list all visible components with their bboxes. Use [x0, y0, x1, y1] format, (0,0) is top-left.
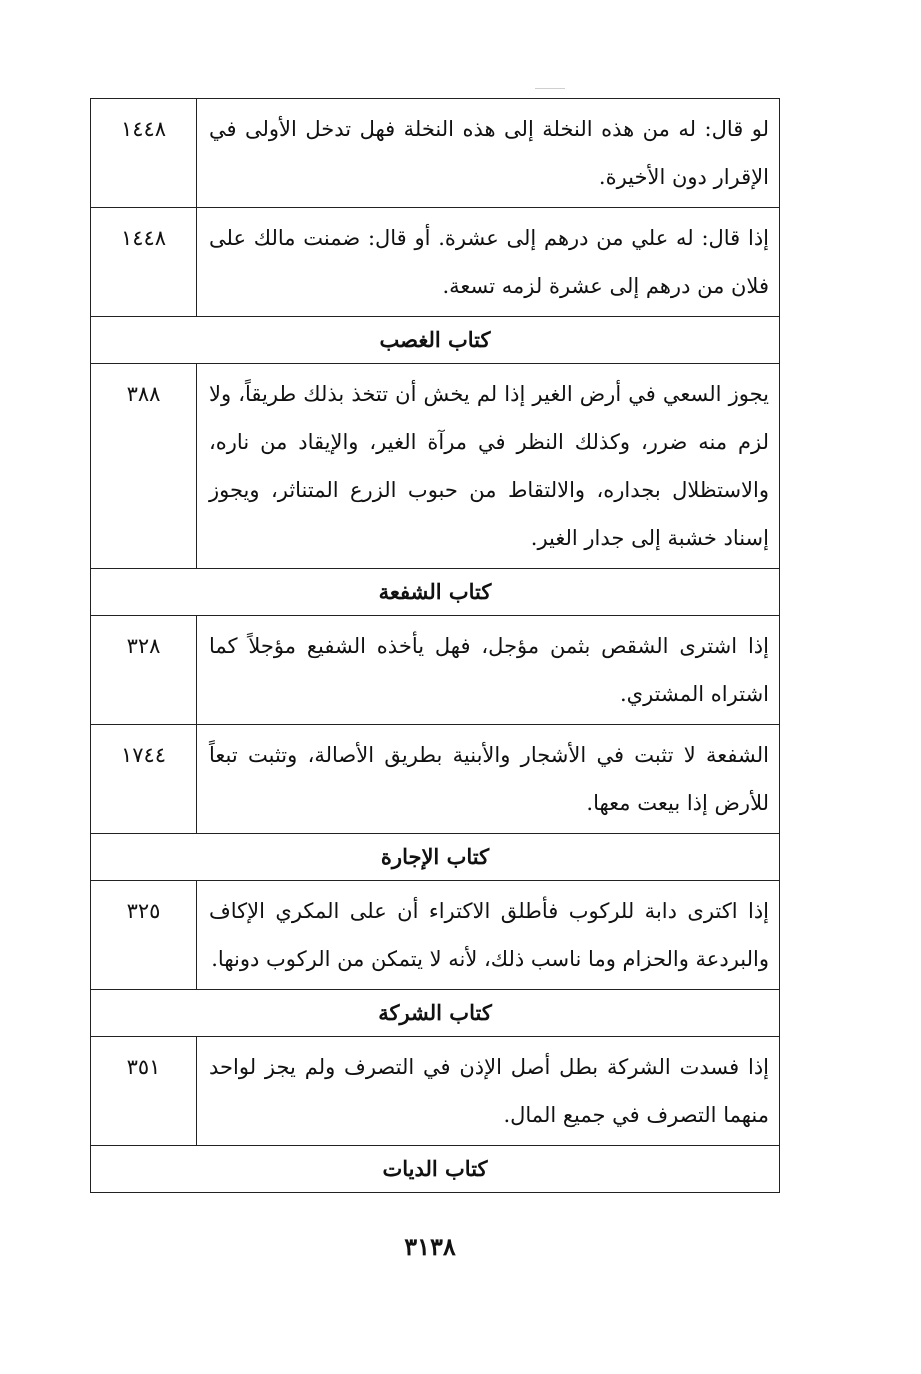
- ruling-text: إذا فسدت الشركة بطل أصل الإذن في التصرف ولم يجز لواحد منهما التصرف في جميع المال.: [197, 1037, 780, 1146]
- top-decorative-mark: [535, 88, 565, 89]
- ruling-text: الشفعة لا تثبت في الأشجار والأبنية بطريق الأصالة، وتثبت تبعاً للأرض إذا بيعت معها.: [197, 725, 780, 834]
- table-row: [91, 1037, 780, 1146]
- section-header-row: [91, 1146, 780, 1193]
- page-reference: ٣٨٨: [91, 364, 197, 569]
- index-table: [90, 98, 780, 1193]
- page-reference: ٣٢٥: [91, 881, 197, 990]
- ruling-text: إذا اشترى الشقص بثمن مؤجل، فهل يأخذه الشفيع مؤجلاً كما اشتراه المشتري.: [197, 616, 780, 725]
- table-row: [91, 725, 780, 834]
- ruling-text: إذا اكترى دابة للركوب فأطلق الاكتراء أن على المكري الإكاف والبردعة والحزام وما ناسب ذلك، لأنه لا يتمكن من الركوب دونها.: [197, 881, 780, 990]
- footer-page-number: ٣١٣٨: [404, 1232, 456, 1261]
- section-title: كتاب الشفعة: [91, 569, 780, 616]
- table-row: [91, 881, 780, 990]
- section-header-row: [91, 834, 780, 881]
- section-title: كتاب الشركة: [91, 990, 780, 1037]
- section-header-row: [91, 317, 780, 364]
- section-header-row: [91, 990, 780, 1037]
- page-reference: ١٤٤٨: [91, 208, 197, 317]
- section-header-row: [91, 569, 780, 616]
- page-reference: ٣٥١: [91, 1037, 197, 1146]
- ruling-text: إذا قال: له علي من درهم إلى عشرة. أو قال: ضمنت مالك على فلان من درهم إلى عشرة لزمه تسعة.: [197, 208, 780, 317]
- section-title: كتاب الإجارة: [91, 834, 780, 881]
- section-title: كتاب الديات: [91, 1146, 780, 1193]
- page-reference: ١٤٤٨: [91, 99, 197, 208]
- table-row: [91, 208, 780, 317]
- ruling-text: لو قال: له من هذه النخلة إلى هذه النخلة فهل تدخل الأولى في الإقرار دون الأخيرة.: [197, 99, 780, 208]
- page-reference: ٣٢٨: [91, 616, 197, 725]
- page-reference: ١٧٤٤: [91, 725, 197, 834]
- section-title: كتاب الغصب: [91, 317, 780, 364]
- table-row: [91, 99, 780, 208]
- ruling-text: يجوز السعي في أرض الغير إذا لم يخش أن تتخذ بذلك طريقاً، ولا لزم منه ضرر، وكذلك النظر في مرآة الغير، والإيقاد من ناره، والاستظلال بجداره، والالتقاط من حبوب الزرع المتناثر، ويجوز إسناد خشبة إلى جدار الغير.: [197, 364, 780, 569]
- table-row: [91, 364, 780, 569]
- table-row: [91, 616, 780, 725]
